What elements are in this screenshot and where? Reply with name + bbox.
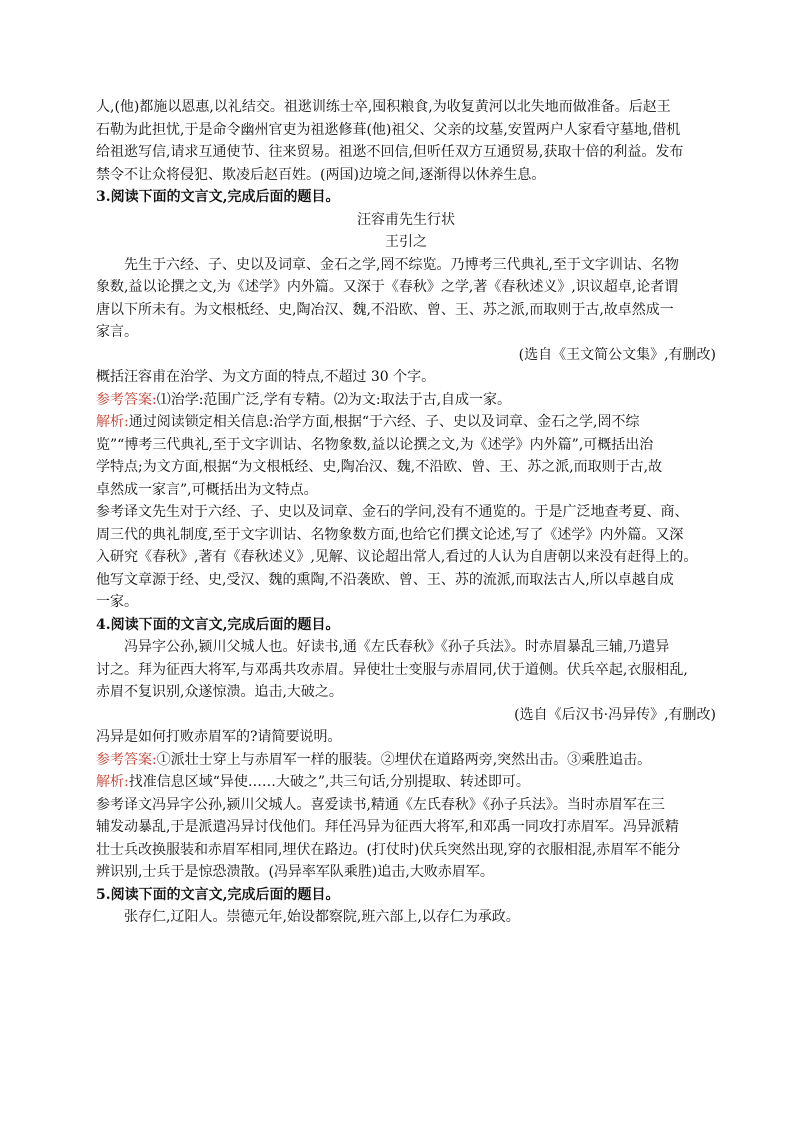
q3-author: 王引之 [385,234,427,250]
q5-passage-line: 张存仁,辽阳人。崇德元年,始设都察院,班六部上,以存仁为承政。 [124,909,520,925]
q3-translation-line: 他写文章源于经、史,受汉、魏的熏陶,不沿袭欧、曾、王、苏的流派,而取法古人,所以卓越自成 [96,571,674,588]
q4-passage-line: 冯异字公孙,颍川父城人也。好读书,通《左氏春秋》《孙子兵法》。时赤眉暴乱三辅,乃遣异 [124,639,670,655]
intro-line: 禁令不让众将侵犯、欺凌后赵百姓。(两国)边境之间,逐渐得以休养生息。 [96,166,546,183]
q3-translation-line: 入研究《春秋》,著有《春秋述义》,见解、议论超出常人,看过的人认为自唐朝以来没有赶得上的。 [96,549,698,565]
analysis-label: 解析: [96,774,129,790]
q3-passage-line: 唐以下所未有。为文根柢经、史,陶冶汉、魏,不沿欧、曾、王、苏之派,而取则于古,故卓然成一 [96,301,674,318]
q3-passage-line: 家言。 [96,324,138,340]
answer-text: ①派壮士穿上与赤眉军一样的服装。②埋伏在道路两旁,突然出击。③乘胜追击。 [156,751,652,768]
q3-source: (选自《王文简公文集》,有删改) [518,346,716,363]
q3-passage-line: 先生于六经、子、史以及词章、金石之学,罔不综览。乃博考三代典礼,至于文字训诂、名物 [124,256,679,273]
q4-passage-line: 赤眉不复识别,众遂惊溃。追击,大破之。 [96,684,343,700]
q4-translation-line: 参考译文冯异字公孙,颍川父城人。喜爱读书,精通《左氏春秋》《孙子兵法》。当时赤眉军在三 [96,796,665,813]
q3-analysis-line: 览”“博考三代典礼,至于文字训诂、名物象数,益以论撰之文,为《述学》内外篇”,可概括出治 [96,436,654,453]
q4-translation-line: 辨识别,士兵于是惊恐溃散。(冯异率军队乘胜)追击,大败赤眉军。 [96,864,494,880]
analysis-text: 找准信息区域“异使……大破之”,共三句话,分别提取、转述即可。 [128,774,530,790]
analysis-label: 解析: [96,414,129,430]
analysis-text: 通过阅读锁定相关信息:治学方面,根据“于六经、子、史以及词章、金石之学,罔不综 [128,414,640,430]
q3-analysis-line [96,411,716,434]
q4-translation-line: 辅发动暴乱,于是派遣冯异讨伐他们。拜任冯异为征西大将军,和邓禹一同攻打赤眉军。冯异派精 [96,819,679,835]
q3-question: 概括汪容甫在治学、为文方面的特点,不超过 30 个字。 [96,369,436,385]
answer-label: 参考答案: [96,391,157,408]
document-content [96,96,716,929]
q3-analysis-line: 学特点;为文方面,根据“为文根柢经、史,陶冶汉、魏,不沿欧、曾、王、苏之派,而取则于古,故 [96,459,663,475]
intro-line: 石勒为此担忧,于是命令幽州官吏为祖逖修葺(他)祖父、父亲的坟墓,安置两户人家看守墓地,借机 [96,121,681,138]
q4-translation-line: 壮士兵改换服装和赤眉军相同,埋伏在路边。(打仗时)伏兵突然出现,穿的衣服相混,赤眉军不能分 [96,841,681,858]
q3-passage-line: 象数,益以论撰之文,为《述学》内外篇。又深于《春秋》之学,著《春秋述义》,识议超卓,论者谓 [96,279,679,295]
answer-text: ⑴治学:范围广泛,学有专精。⑵为文:取法于古,自成一家。 [156,391,512,408]
intro-line: 人,(他)都施以恩惠,以礼结交。祖逖训练士卒,囤积粮食,为收复黄河以北失地而做准备。后赵王 [96,99,671,115]
q3-answer [96,389,716,412]
q4-question: 冯异是如何打败赤眉军的?请简要说明。 [96,729,342,745]
q3-translation-line: 周三代的典礼制度,至于文字训诂、名物象数方面,也给它们撰文论述,写了《述学》内外篇。又深 [96,526,684,543]
q3-heading: 3.阅读下面的文言文,完成后面的题目。 [96,189,340,205]
q4-analysis [96,771,716,794]
q3-translation-line: 参考译文先生对于六经、子、史以及词章、金石的学问,没有不通览的。于是广泛地查考夏、商、 [96,504,689,520]
q4-heading: 4.阅读下面的文言文,完成后面的题目。 [96,616,340,633]
q4-passage-line: 讨之。拜为征西大将军,与邓禹共攻赤眉。异使壮士变服与赤眉同,伏于道侧。伏兵卒起,衣服相乱, [96,661,688,678]
q3-title: 汪容甫先生行状 [357,211,455,228]
q3-analysis-line: 卓然成一家言”,可概括出为文特点。 [96,481,318,498]
q4-source: (选自《后汉书·冯异传》,有删改) [514,706,716,723]
intro-line: 给祖逖写信,请求互通使节、往来贸易。祖逖不回信,但听任双方互通贸易,获取十倍的利益。发布 [96,144,684,160]
q3-translation-line: 一家。 [96,594,138,610]
q5-heading: 5.阅读下面的文言文,完成后面的题目。 [96,886,340,903]
q4-answer [96,749,716,772]
answer-label: 参考答案: [96,751,157,768]
